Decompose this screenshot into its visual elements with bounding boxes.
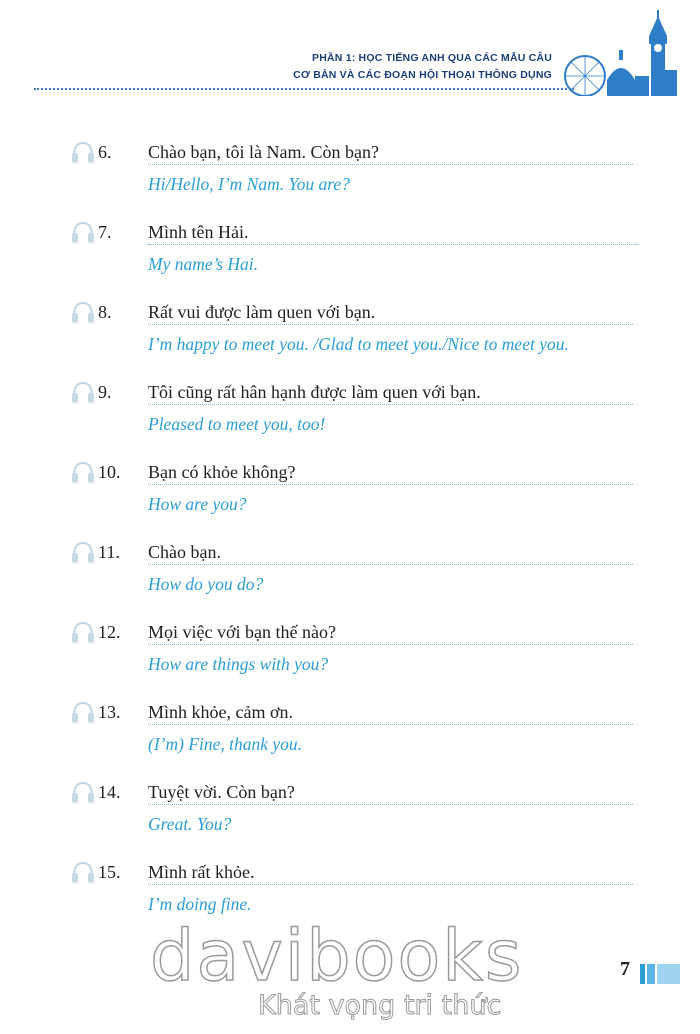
english-translation: How do you do? [148,574,264,594]
dotted-rule [148,164,633,165]
headphones-icon[interactable] [70,540,96,564]
dotted-rule [148,484,633,485]
entry-number: 12. [98,622,121,642]
entry-number: 7. [98,222,112,242]
entry-number: 14. [98,782,121,802]
phrase-entry [0,300,700,380]
header-title-line1: PHẦN 1: HỌC TIẾNG ANH QUA CÁC MẪU CÂU [312,52,552,64]
entry-number: 13. [98,702,121,722]
entry-number: 11. [98,542,120,562]
phrase-entry [0,540,700,620]
phrase-entry [0,220,700,300]
english-translation: I’m happy to meet you. /Glad to meet you./Nice to meet you. [148,334,569,354]
headphones-icon[interactable] [70,700,96,724]
dotted-rule [148,404,633,405]
entry-number: 9. [98,382,112,402]
headphones-icon[interactable] [70,620,96,644]
dotted-rule [148,884,633,885]
vietnamese-sentence: Chào bạn. [148,542,221,562]
dotted-rule [148,804,633,805]
phrase-entry [0,620,700,700]
page-number: 7 [620,958,630,980]
vietnamese-sentence: Mình rất khỏe. [148,862,255,882]
phrase-entry [0,460,700,540]
watermark-tagline: Khát vọng tri thức [258,990,502,1021]
header-title-line2: CƠ BẢN VÀ CÁC ĐOẠN HỘI THOẠI THÔNG DỤNG [293,69,552,81]
dotted-rule [148,564,633,565]
phrase-entry [0,780,700,860]
dotted-rule [148,724,633,725]
dotted-rule [148,244,638,245]
english-translation: Pleased to meet you, too! [148,414,326,434]
phrase-entry [0,700,700,780]
vietnamese-sentence: Mình khỏe, cảm ơn. [148,702,293,722]
entry-number: 8. [98,302,112,322]
headphones-icon[interactable] [70,140,96,164]
english-translation: My name’s Hai. [148,254,259,274]
page-header [0,0,700,100]
london-skyline-icon [563,10,683,96]
vietnamese-sentence: Tuyệt vời. Còn bạn? [148,782,295,802]
headphones-icon[interactable] [70,220,96,244]
english-translation: Hi/Hello, I’m Nam. You are? [148,174,350,194]
page-number-bar [640,964,680,984]
vietnamese-sentence: Mọi việc với bạn thế nào? [148,622,336,642]
phrase-entry [0,380,700,460]
headphones-icon[interactable] [70,380,96,404]
phrase-entry [0,140,700,220]
headphones-icon[interactable] [70,300,96,324]
headphones-icon[interactable] [70,780,96,804]
english-translation: Great. You? [148,814,232,834]
entry-number: 15. [98,862,121,882]
english-translation: (I’m) Fine, thank you. [148,734,303,754]
entry-number: 6. [98,142,112,162]
vietnamese-sentence: Tôi cũng rất hân hạnh được làm quen với bạn. [148,382,481,402]
dotted-rule [148,644,633,645]
english-translation: I’m doing fine. [148,894,252,914]
watermark-logo: davibooks [150,915,524,997]
vietnamese-sentence: Bạn có khỏe không? [148,462,296,482]
english-translation: How are you? [148,494,247,514]
headphones-icon[interactable] [70,460,96,484]
entry-number: 10. [98,462,121,482]
header-divider [34,88,574,90]
headphones-icon[interactable] [70,860,96,884]
dotted-rule [148,324,633,325]
vietnamese-sentence: Chào bạn, tôi là Nam. Còn bạn? [148,142,379,162]
vietnamese-sentence: Rất vui được làm quen với bạn. [148,302,376,322]
vietnamese-sentence: Mình tên Hải. [148,222,249,242]
english-translation: How are things with you? [148,654,329,674]
